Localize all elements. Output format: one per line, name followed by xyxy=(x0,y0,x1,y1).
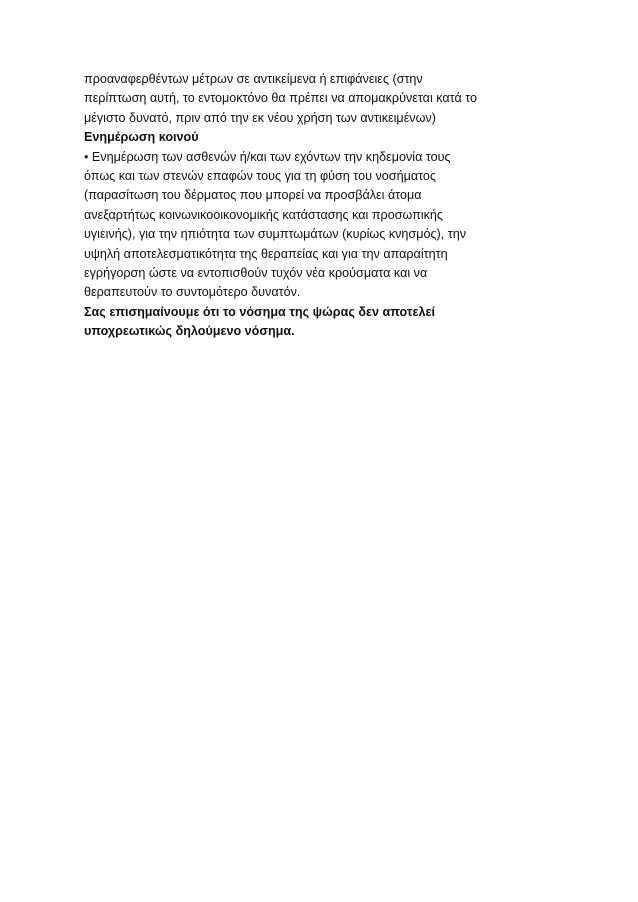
bullet-line: υγιεινής), για την ηπιότητα των συμπτωμάτων (κυρίως κνησμός), την xyxy=(84,227,467,242)
paragraph-line: προαναφερθέντων μέτρων σε αντικείμενα ή επιφάνειες (στην xyxy=(84,72,423,86)
bullet-line: ανεξαρτήτως κοινωνικοοικονομικής κατάστασης και προσωπικής xyxy=(84,207,443,222)
notice-line: Σας επισημαίνουμε ότι το νόσημα της ψώρας δεν αποτελεί xyxy=(84,304,435,319)
bullet-line: όπως και των στενών επαφών τους για τη φύση του νοσήματος xyxy=(84,169,436,184)
notice-line: υποχρεωτικώς δηλούμενο νόσημα. xyxy=(84,324,295,339)
bullet-line: (παρασίτωση του δέρματος που μπορεί να προσβάλει άτομα xyxy=(84,188,422,203)
bullet-line: θεραπευτούν το συντομότερο δυνατόν. xyxy=(84,285,301,300)
bullet-line: • Ενημέρωση των ασθενών ή/και των εχόντων την κηδεμονία τους xyxy=(84,149,451,164)
section-heading: Ενημέρωση κοινού xyxy=(84,130,199,145)
paragraph-line: μέγιστο δυνατό, πριν από την εκ νέου χρήση των αντικειμένων) xyxy=(84,110,436,125)
paragraph-line: περίπτωση αυτή, το εντομοκτόνο θα πρέπει να απομακρύνεται κατά το xyxy=(84,91,478,106)
bullet-line: υψηλή αποτελεσματικότητα της θεραπείας και για την απαραίτητη xyxy=(84,246,448,261)
document-body xyxy=(84,70,554,342)
bullet-line: εγρήγορση ώστε να εντοπισθούν τυχόν νέα κρούσματα και να xyxy=(84,266,428,281)
